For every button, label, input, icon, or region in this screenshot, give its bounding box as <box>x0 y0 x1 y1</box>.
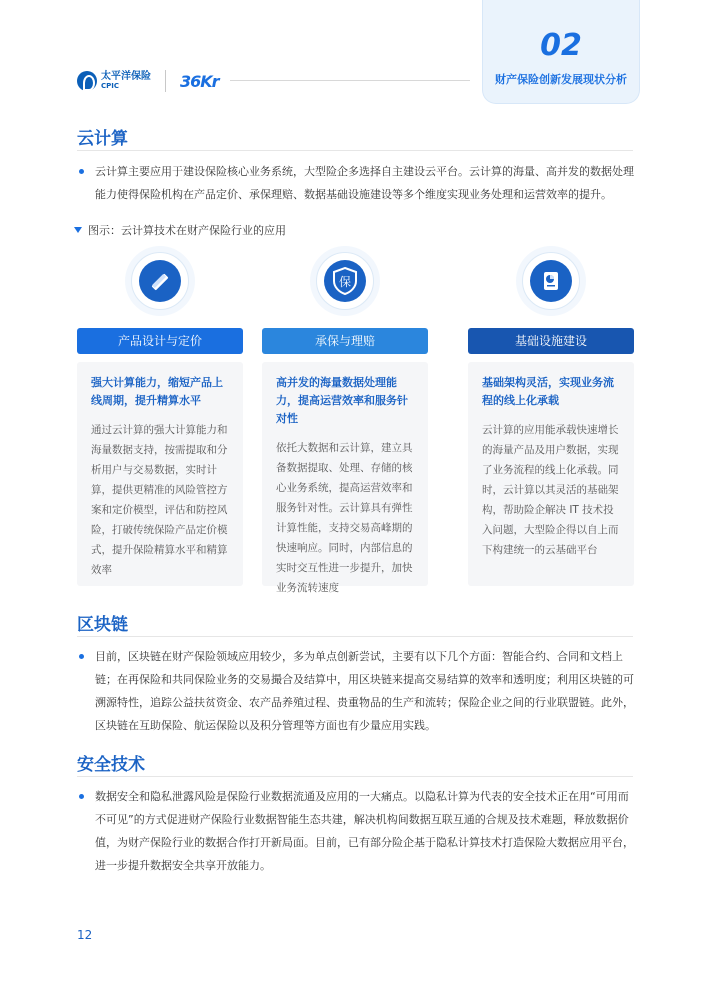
logo-group <box>77 70 219 92</box>
icon-circle <box>316 252 374 310</box>
chapter-title: 财产保险创新发展现状分析 <box>495 73 627 86</box>
card-desc: 依托大数据和云计算，建立具备数据提取、处理、存储的核心业务系统，提高运营效率和服务针对性。云计算具有弹性计算性能，支持交易高峰期的快速响应。同时，内部信息的实时交互性进一步提升，加快业务流转速度 <box>276 442 413 594</box>
card-headline: 高并发的海量数据处理能力，提高运营效率和服务针对性 <box>276 376 408 425</box>
bullet-blockchain <box>77 645 637 737</box>
card-label: 产品设计与定价 <box>77 328 243 354</box>
shield-char: 保 <box>338 275 352 289</box>
card-body <box>468 362 634 586</box>
card-label: 承保与理赔 <box>262 328 428 354</box>
card-headline: 基础架构灵活，实现业务流程的线上化承载 <box>482 376 614 407</box>
card-desc: 云计算的应用能承载快速增长的海量产品及用户数据，实现了业务流程的线上化承载。同时，云计算以其灵活的基础架构，帮助险企解决 IT 技术投入问题，大型险企得以自上而下构建统一的云基础平台 <box>482 424 619 556</box>
bullet-dot-icon <box>79 169 84 174</box>
bullet-cloud <box>77 160 637 206</box>
bullet-text: 数据安全和隐私泄露风险是保险行业数据流通及应用的一大痛点。以隐私计算为代表的安全技术正在用“可用而不可见”的方式促进财产保险行业数据智能生态共建，解决机构间数据互联互通的合规及技术难题，释放数据价值，为财产保险行业的数据合作打开新局面。目前，已有部分险企基于隐私计算技术打造保险大数据应用平台，进一步提升数据安全共享开放能力。 <box>95 790 634 872</box>
bullet-text: 云计算主要应用于建设保险核心业务系统，大型险企多选择自主建设云平台。云计算的海量、高并发的数据处理能力使得保险机构在产品定价、承保理赔、数据基础设施建设等多个维度实现业务处理和运营效率的提升。 <box>95 165 634 201</box>
ruler-pencil-icon <box>139 260 181 302</box>
icon-circle <box>522 252 580 310</box>
chapter-number: 02 <box>540 28 582 63</box>
card-body <box>262 362 428 594</box>
logo-cn: 太平洋保险 <box>101 71 151 82</box>
chapter-tab <box>482 0 640 104</box>
section-title-cloud: 云计算 <box>77 129 128 149</box>
card-label: 基础设施建设 <box>468 328 634 354</box>
bullet-security <box>77 785 637 877</box>
page-header <box>0 0 710 110</box>
shield-icon <box>324 260 366 302</box>
cpic-logo-text <box>101 72 151 90</box>
icon-circle <box>131 252 189 310</box>
logo-divider <box>165 70 166 92</box>
section-title-blockchain: 区块链 <box>77 615 128 635</box>
card-desc: 通过云计算的强大计算能力和海量数据支持，按需提取和分析用户与交易数据，实时计算，提供更精准的风险管控方案和定价模型，评估和防控风险，打破传统保险产品定价模式，提升保险精算水平和精算效率 <box>91 424 228 576</box>
bullet-dot-icon <box>79 794 84 799</box>
figure-caption-text: 图示：云计算技术在财产保险行业的应用 <box>88 224 286 237</box>
bullet-dot-icon <box>79 654 84 659</box>
bullet-text: 目前，区块链在财产保险领域应用较少，多为单点创新尝试，主要有以下几个方面：智能合约、合同和文档上链；在再保险和共同保险业务的交易撮合及结算中，用区块链来提高交易结算的效率和透明度；利用区块链的可溯源特性，追踪公益扶贫资金、农产品养殖过程、贵重物品的生产和流转；保险企业之间的行业联盟链。此外，区块链在互助保险、航运保险以及积分管理等方面也有少量应用实践。 <box>95 650 634 732</box>
card-headline: 强大计算能力，缩短产品上线周期，提升精算水平 <box>91 376 223 407</box>
card-body <box>77 362 243 586</box>
figure-caption <box>74 222 286 238</box>
section-title-security: 安全技术 <box>77 755 145 775</box>
partner-logo: 36Kr <box>180 71 219 91</box>
header-divider <box>230 80 470 81</box>
triangle-down-icon <box>74 227 82 233</box>
section-rule <box>77 150 633 151</box>
cpic-logo-icon <box>77 71 97 91</box>
page-number: 12 <box>77 928 93 942</box>
logo-en: CPIC <box>101 82 120 90</box>
section-rule <box>77 636 633 637</box>
section-rule <box>77 776 633 777</box>
document-chart-icon <box>530 260 572 302</box>
